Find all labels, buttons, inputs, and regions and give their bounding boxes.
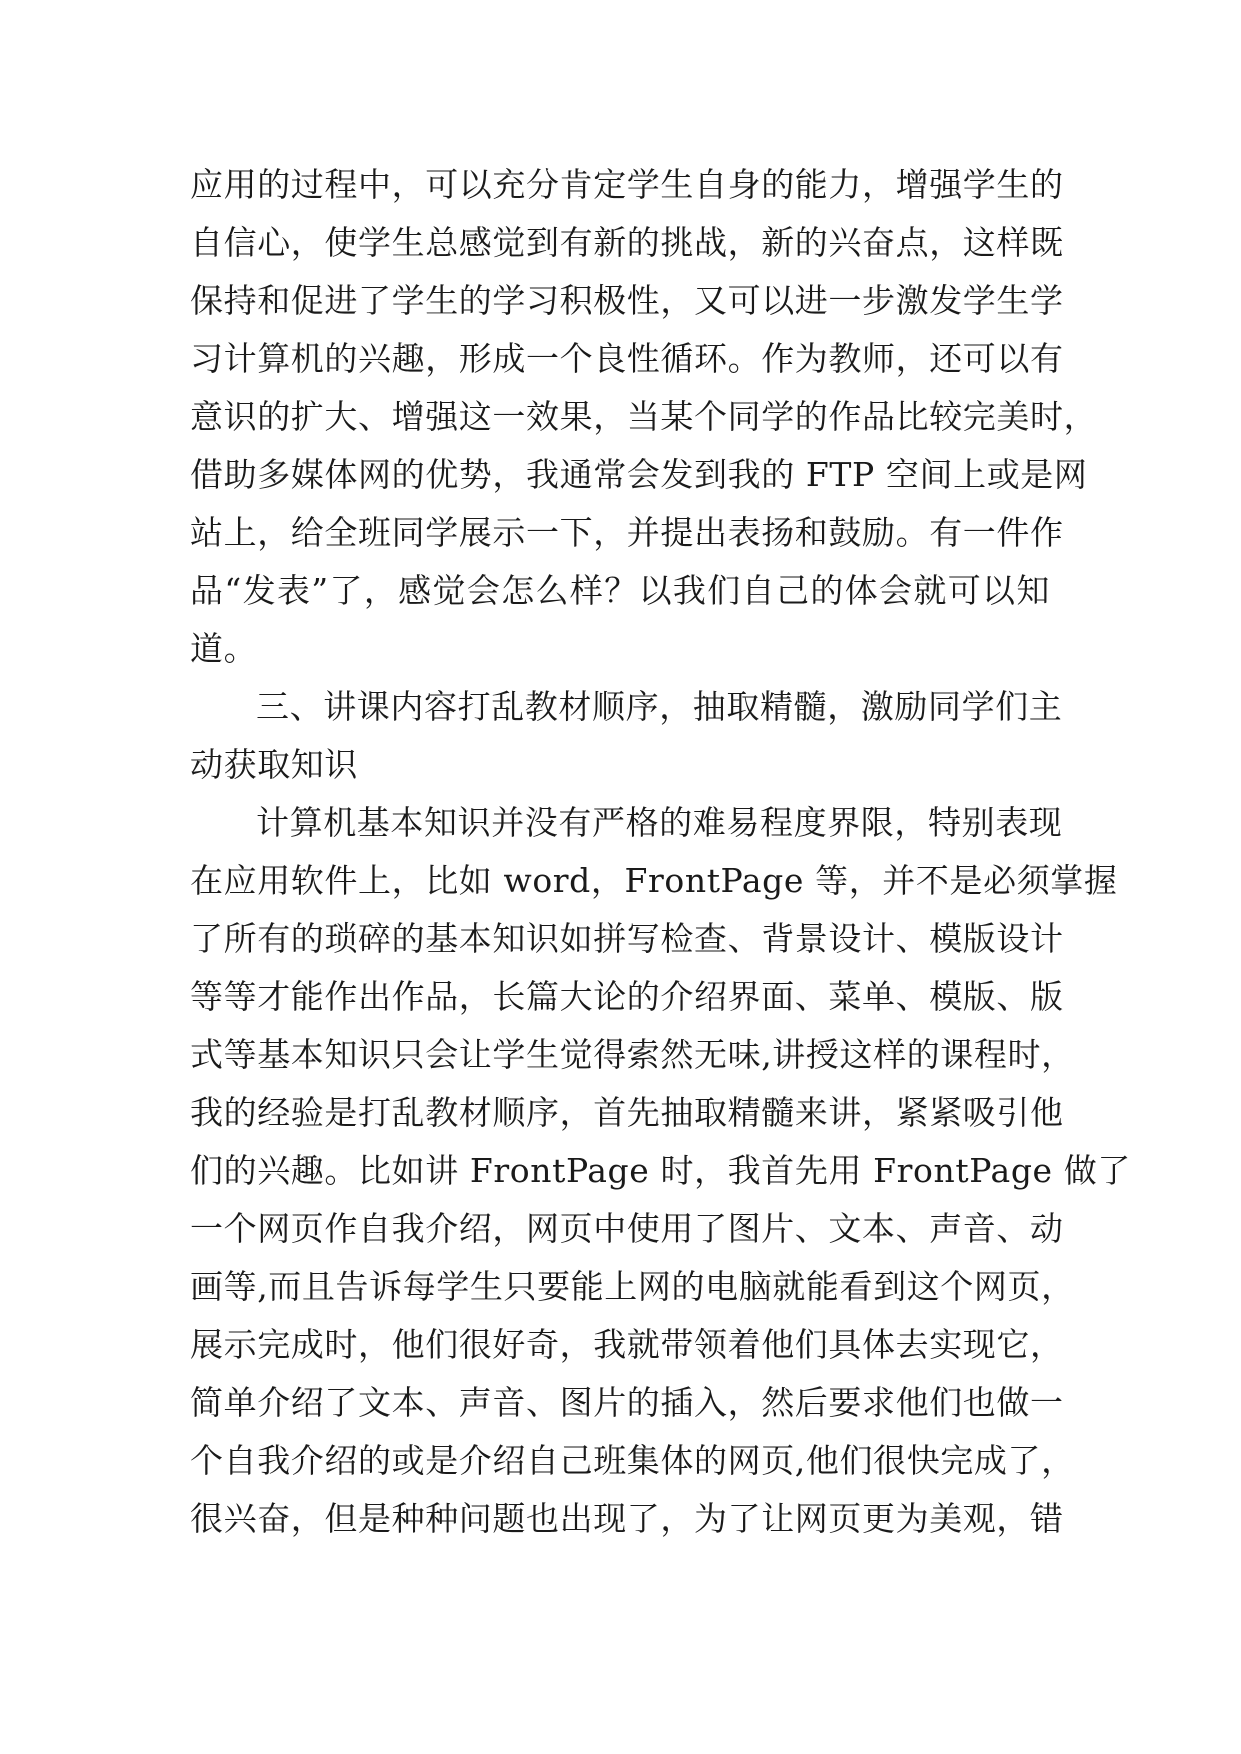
text-line: 画等,而且告诉每学生只要能上网的电脑就能看到这个网页，: [190, 1267, 1075, 1306]
text-line: 习计算机的兴趣，形成一个良性循环。作为教师，还可以有: [190, 339, 1064, 378]
text-line: 应用的过程中，可以充分肯定学生自身的能力，增强学生的: [190, 165, 1064, 204]
text-line: 们的兴趣。比如讲 FrontPage 时，我首先用 FrontPage 做了: [190, 1151, 1131, 1190]
text-line: 站上，给全班同学展示一下，并提出表扬和鼓励。有一件作: [190, 513, 1064, 552]
text-line: 一个网页作自我介绍，网页中使用了图片、文本、声音、动: [190, 1209, 1064, 1248]
text-line: 在应用软件上，比如 word，FrontPage 等，并不是必须掌握: [190, 861, 1118, 900]
text-line: 了所有的琐碎的基本知识如拼写检查、背景设计、模版设计: [190, 919, 1064, 958]
text-line: 自信心，使学生总感觉到有新的挑战，新的兴奋点，这样既: [190, 223, 1064, 262]
text-line: 式等基本知识只会让学生觉得索然无味,讲授这样的课程时，: [190, 1035, 1075, 1074]
text-line: 等等才能作出作品，长篇大论的介绍界面、菜单、模版、版: [190, 977, 1064, 1016]
text-line: 我的经验是打乱教材顺序，首先抽取精髓来讲，紧紧吸引他: [190, 1093, 1064, 1132]
text-line: 计算机基本知识并没有严格的难易程度界限，特别表现: [256, 803, 1063, 842]
text-line: 意识的扩大、增强这一效果，当某个同学的作品比较完美时，: [190, 397, 1098, 436]
text-line: 个自我介绍的或是介绍自己班集体的网页,他们很快完成了，: [190, 1441, 1075, 1480]
text-line: 简单介绍了文本、声音、图片的插入，然后要求他们也做一: [190, 1383, 1064, 1422]
section-heading: 三、讲课内容打乱教材顺序，抽取精髓，激励同学们主: [256, 687, 1063, 726]
section-heading-continued: 动获取知识: [190, 745, 358, 784]
text-line: 很兴奋，但是种种问题也出现了，为了让网页更为美观，错: [190, 1499, 1064, 1538]
text-line: 保持和促进了学生的学习积极性，又可以进一步激发学生学: [190, 281, 1064, 320]
text-line: 展示完成时，他们很好奇，我就带领着他们具体去实现它，: [190, 1325, 1064, 1364]
text-line: 借助多媒体网的优势，我通常会发到我的 FTP 空间上或是网: [190, 455, 1088, 494]
text-line: 道。: [190, 629, 258, 668]
text-line: 品“发表”了，感觉会怎么样？以我们自己的体会就可以知: [190, 571, 1050, 610]
